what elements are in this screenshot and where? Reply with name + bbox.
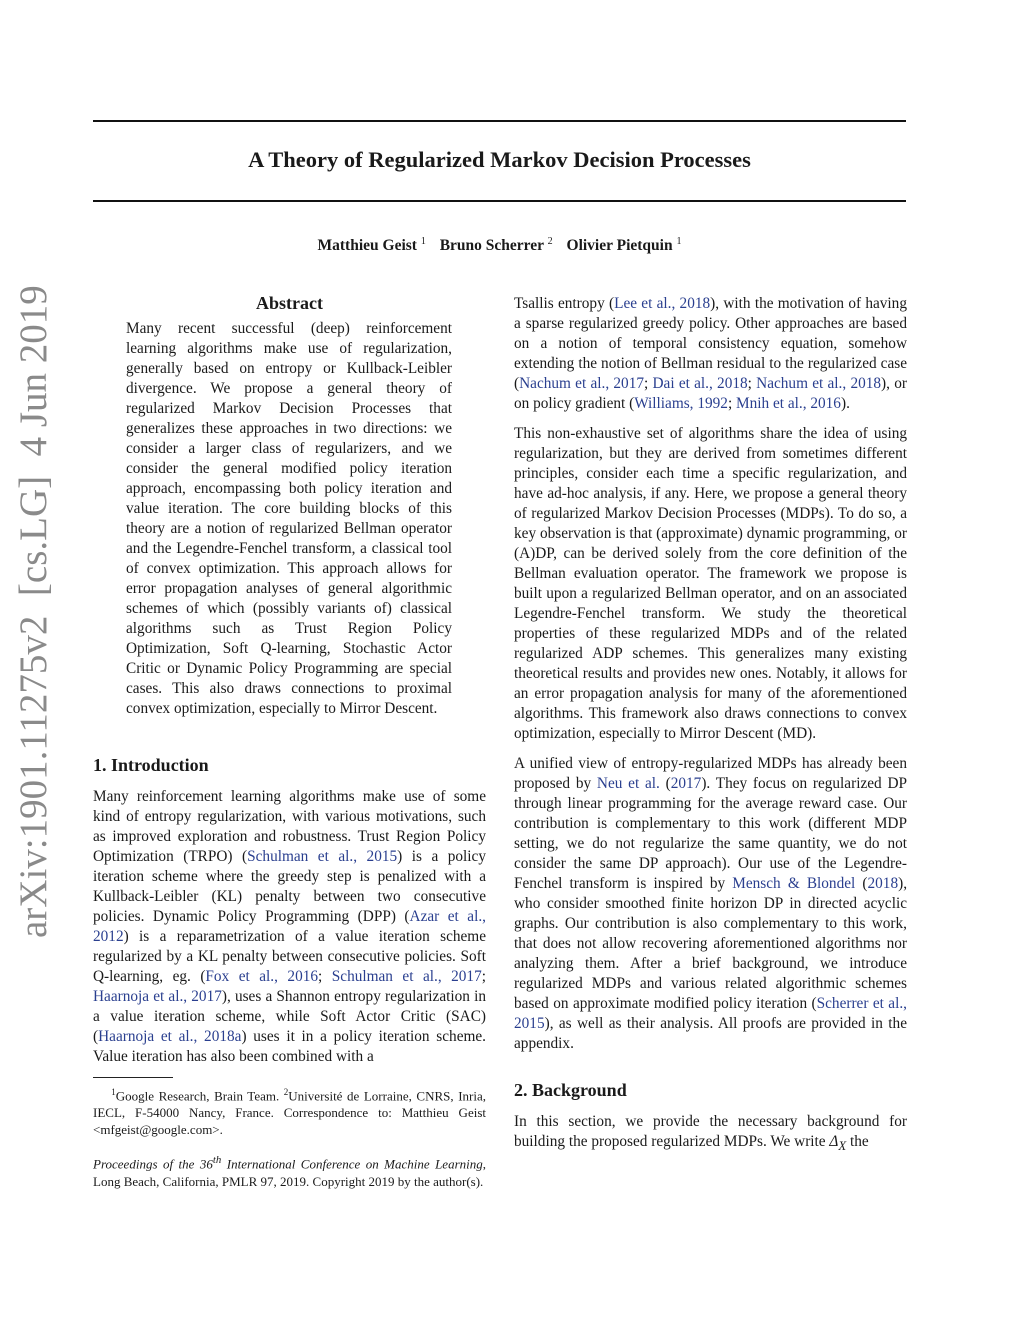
right-column bbox=[514, 294, 907, 1156]
citation-link[interactable]: 2017 bbox=[670, 775, 702, 792]
author-list bbox=[93, 236, 906, 255]
paper-title: A Theory of Regularized Markov Decision Processes bbox=[248, 147, 751, 172]
citation-link[interactable]: Schulman et al., 2017 bbox=[331, 968, 482, 985]
affiliation-footnote: $^1$Google Research, Brain Team. $^2$Université de Lorraine, CNRS, Inria, IECL, F-54000 Nancy, France. Correspondence to: Matthieu Geist <mfgeist@google.com>. bbox=[93, 1087, 486, 1138]
title-rule-top bbox=[93, 120, 906, 122]
citation-link[interactable]: Mensch & Blondel bbox=[732, 875, 856, 892]
citation-link[interactable]: Azar et al., 2012 bbox=[93, 908, 486, 945]
intro-paragraph: Many reinforcement learning algorithms make use of some kind of entropy regularization, with various motivations, such as improved exploration and robustness. Trust Region Policy Optimization (TRPO) (Schulman et al., 2015) is a policy iteration scheme where the greedy step is penalized with a Kullback-Leibler (KL) penalty between two consecutive policies. Dynamic Policy Programming (DPP) (Azar et al., 2012) is a reparametrization of a value iteration scheme regularized by a KL penalty between consecutive policies. Soft Q-learning, eg. (Fox et al., 2016; Schulman et al., 2017; Haarnoja et al., 2017), uses a Shannon entropy regularization in a value iteration scheme, while Soft Actor Critic (SAC) (Haarnoja et al., 2018a) uses it in a policy iteration scheme. Value iteration has also been combined with a bbox=[93, 788, 486, 1065]
right-paragraph-3: A unified view of entropy-regularized MDPs has already been proposed by Neu et al. (2017). They focus on regularized DP through linear programming for the average reward case. Our contribution is complementary to this work (different MDP setting, we do not regularize the same quantity, we do not consider the same DP approach). Our use of the Legendre-Fenchel transform is inspired by Mensch & Blondel (2018), who consider smoothed finite horizon DP in directed acyclic graphs. Our contribution is also complementary to this work, that does not allow recovering aforementioned algorithms nor analyzing them. After a brief background, we introduce regularized MDPs and various related algorithmic schemes based on approximate modified policy iteration (Scherrer et al., 2015), as well as their analysis. All proofs are provided in the appendix. bbox=[514, 755, 908, 1052]
arxiv-stamp: arXiv:1901.11275v2 [cs.LG] 4 Jun 2019 bbox=[12, 285, 55, 938]
right-paragraph-4: In this section, we provide the necessary background for building the proposed regularized MDPs. We write $\Delta_X$ the bbox=[514, 1113, 907, 1154]
author: Matthieu Geist $^1$ bbox=[317, 236, 426, 255]
right-paragraph-2: This non-exhaustive set of algorithms share the idea of using regularization, but they are derived from sometimes different principles, consider each time a specific regularization, and have ad-hoc analysis, if any. Here, we propose a general theory of regularized Markov Decision Processes (MDPs). To do so, a key observation is that (approximate) dynamic programming, or (A)DP, can be derived solely from the core definition of the Bellman evaluation operator. The framework we propose is built upon a regularized Bellman operator, and on an associated Legendre-Fenchel transform. We study the theoretical properties of these regularized MDPs and of the related regularized ADP schemes. This generalizes many existing theoretical results and provides new ones. Notably, it allows for an error propagation analysis for many of the aforementioned algorithms. This framework also draws connections to convex optimization, especially to Mirror Descent (MD). bbox=[514, 425, 907, 742]
intro-heading: 1. Introduction bbox=[93, 755, 209, 775]
citation-link[interactable]: 2018 bbox=[867, 875, 899, 892]
footnote-rule bbox=[93, 1077, 173, 1078]
citation-link[interactable]: Lee et al., 2018 bbox=[614, 295, 711, 312]
citation-link[interactable]: Dai et al., 2018 bbox=[652, 375, 748, 392]
citation-link[interactable]: Haarnoja et al., 2017 bbox=[93, 988, 222, 1005]
citation-link[interactable]: Nachum et al., 2018 bbox=[756, 375, 882, 392]
proceedings-note: Proceedings of the 36th International Conference on Machine Learning, Long Beach, California, PMLR 97, 2019. Copyright 2019 by the author(s). bbox=[93, 1154, 486, 1189]
citation-link[interactable]: Fox et al., 2016 bbox=[205, 968, 319, 985]
right-paragraph-1: Tsallis entropy (Lee et al., 2018), with the motivation of having a sparse regularized greedy policy. Other approaches are based on a notion of temporal consistency equation, somehow extending the notion of Bellman residual to the regularized case (Nachum et al., 2017; Dai et al., 2018; Nachum et al., 2018), or on policy gradient (Williams, 1992; Mnih et al., 2016). bbox=[514, 295, 907, 412]
citation-link[interactable]: Haarnoja et al., 2018a bbox=[98, 1028, 242, 1045]
citation-link[interactable]: Mnih et al., 2016 bbox=[736, 395, 841, 412]
citation-link[interactable]: Nachum et al., 2017 bbox=[519, 375, 644, 392]
citation-link[interactable]: Schulman et al., 2015 bbox=[247, 848, 398, 865]
abstract-heading: Abstract bbox=[256, 293, 323, 313]
citation-link[interactable]: Neu et al. bbox=[596, 775, 660, 792]
author: Olivier Pietquin $^1$ bbox=[566, 236, 682, 255]
citation-link[interactable]: Scherrer et al., 2015 bbox=[514, 995, 907, 1032]
citation-link[interactable]: Williams, 1992 bbox=[634, 395, 728, 412]
author: Bruno Scherrer $^2$ bbox=[439, 236, 553, 255]
title-rule-bottom bbox=[93, 200, 906, 202]
background-heading: 2. Background bbox=[514, 1080, 627, 1100]
left-column bbox=[93, 290, 486, 1190]
abstract-text: Many recent successful (deep) reinforcement learning algorithms make use of regularization, generally based on entropy or Kullback-Leibler divergence. We propose a general theory of regularized Markov Decision Processes that generalizes these approaches in two directions: we consider a larger class of regularizers, and we consider the general modified policy iteration approach, encompassing both policy iteration and value iteration. The core building blocks of this theory are a notion of regularized Bellman operator and the Legendre-Fenchel transform, a classical tool of convex optimization. This approach allows for error propagation analyses of general algorithmic schemes of which (possibly variants of) classical algorithms such as Trust Region Policy Optimization, Soft Q-learning, Stochastic Actor Critic or Dynamic Policy Programming are special cases. This also draws connections to proximal convex optimization, especially to Mirror Descent. bbox=[126, 320, 452, 717]
